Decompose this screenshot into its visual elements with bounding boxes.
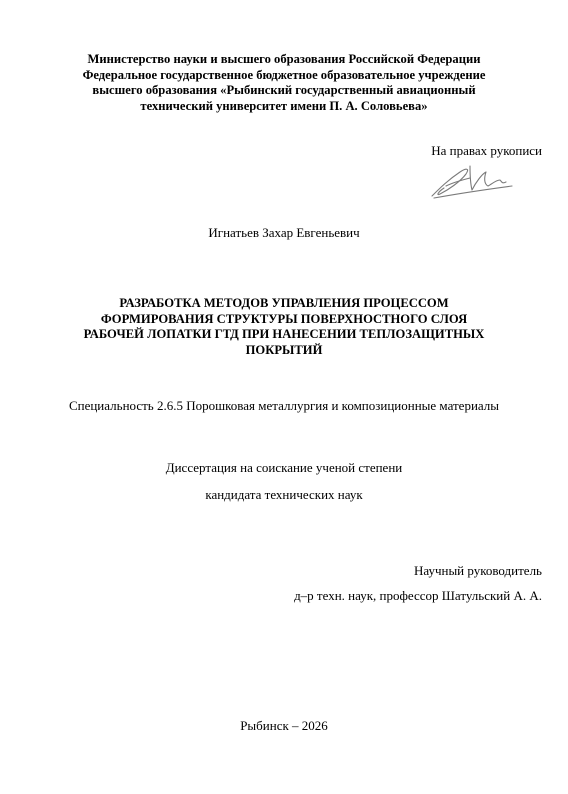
specialty-line: Специальность 2.6.5 Порошковая металлургия и композиционные материалы bbox=[68, 398, 500, 413]
header-line: Министерство науки и высшего образования Российской Федерации bbox=[87, 52, 481, 66]
dissertation-title bbox=[0, 296, 568, 358]
title-line: ПОКРЫТИЙ bbox=[245, 342, 323, 357]
header-line: Федеральное государственное бюджетное образовательное учреждение bbox=[82, 67, 486, 82]
header-line: технический университет имени П. А. Соловьева» bbox=[140, 98, 428, 113]
title-line: ФОРМИРОВАНИЯ СТРУКТУРЫ ПОВЕРХНОСТНОГО СЛОЯ bbox=[100, 311, 468, 326]
degree-line: кандидата технических наук bbox=[205, 487, 363, 502]
supervisor-name: д–р техн. наук, профессор Шатульский А. А. bbox=[294, 588, 542, 603]
ministry-header bbox=[0, 52, 568, 114]
manuscript-note: На правах рукописи bbox=[431, 143, 542, 158]
dissertation-type: Диссертация на соискание ученой степени bbox=[165, 460, 403, 475]
author-name: Игнатьев Захар Евгеньевич bbox=[208, 225, 360, 240]
title-line: РАЗРАБОТКА МЕТОДОВ УПРАВЛЕНИЯ ПРОЦЕССОМ bbox=[119, 296, 449, 310]
title-line: РАБОЧЕЙ ЛОПАТКИ ГТД ПРИ НАНЕСЕНИИ ТЕПЛОЗАЩИТНЫХ bbox=[83, 327, 485, 342]
city-year: Рыбинск – 2026 bbox=[240, 718, 328, 733]
signature-icon bbox=[426, 160, 518, 202]
header-line: высшего образования «Рыбинский государственный авиационный bbox=[92, 83, 476, 98]
supervisor-label: Научный руководитель bbox=[413, 563, 542, 578]
